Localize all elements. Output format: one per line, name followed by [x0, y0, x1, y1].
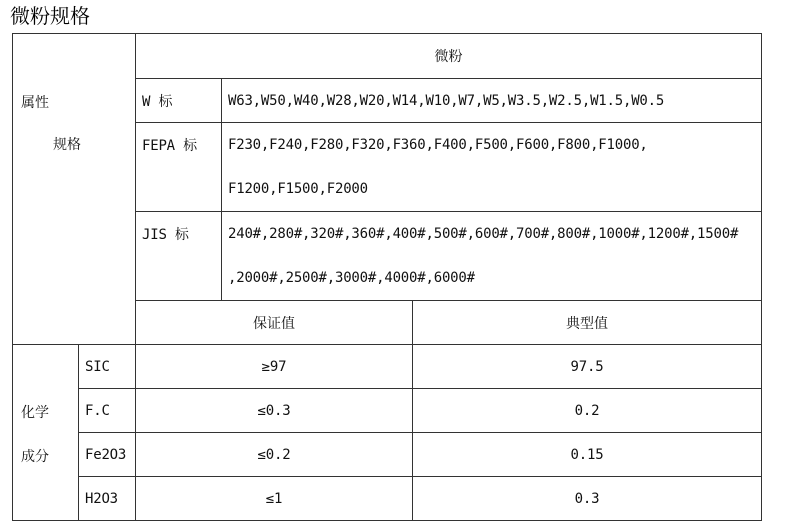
- guaranteed-value: ≤1: [136, 477, 413, 521]
- spec-table: [12, 33, 762, 521]
- typical-value: 0.3: [413, 477, 762, 521]
- standard-values: [222, 212, 762, 301]
- spec-label: 规格: [53, 137, 81, 153]
- component-name: SIC: [79, 345, 136, 389]
- composition-label-b: 成分: [21, 449, 49, 465]
- guaranteed-header: 保证值: [136, 301, 413, 345]
- guaranteed-value: ≥97: [136, 345, 413, 389]
- guaranteed-value: ≤0.3: [136, 389, 413, 433]
- attribute-spec-header: [13, 34, 136, 345]
- composition-label: [13, 345, 79, 521]
- value-line: F230,F240,F280,F320,F360,F400,F500,F600,F800,F1000,: [228, 137, 648, 153]
- standard-name: W 标: [136, 79, 222, 123]
- typical-value: 0.15: [413, 433, 762, 477]
- attribute-label: 属性: [21, 95, 49, 111]
- component-name: F.C: [79, 389, 136, 433]
- composition-label-a: 化学: [21, 405, 49, 421]
- value-line: F1200,F1500,F2000: [228, 181, 368, 197]
- component-name: Fe2O3: [79, 433, 136, 477]
- component-name: H2O3: [79, 477, 136, 521]
- typical-header: 典型值: [413, 301, 762, 345]
- page-title: 微粉规格: [10, 4, 90, 28]
- guaranteed-value: ≤0.2: [136, 433, 413, 477]
- value-line: ,2000#,2500#,3000#,4000#,6000#: [228, 270, 475, 286]
- value-line: 240#,280#,320#,360#,400#,500#,600#,700#,800#,1000#,1200#,1500#: [228, 226, 739, 242]
- standard-name: FEPA 标: [136, 123, 222, 212]
- typical-value: 0.2: [413, 389, 762, 433]
- category-header: 微粉: [136, 34, 762, 79]
- typical-value: 97.5: [413, 345, 762, 389]
- standard-name: JIS 标: [136, 212, 222, 301]
- standard-values: [222, 123, 762, 212]
- standard-values: W63,W50,W40,W28,W20,W14,W10,W7,W5,W3.5,W2.5,W1.5,W0.5: [222, 79, 762, 123]
